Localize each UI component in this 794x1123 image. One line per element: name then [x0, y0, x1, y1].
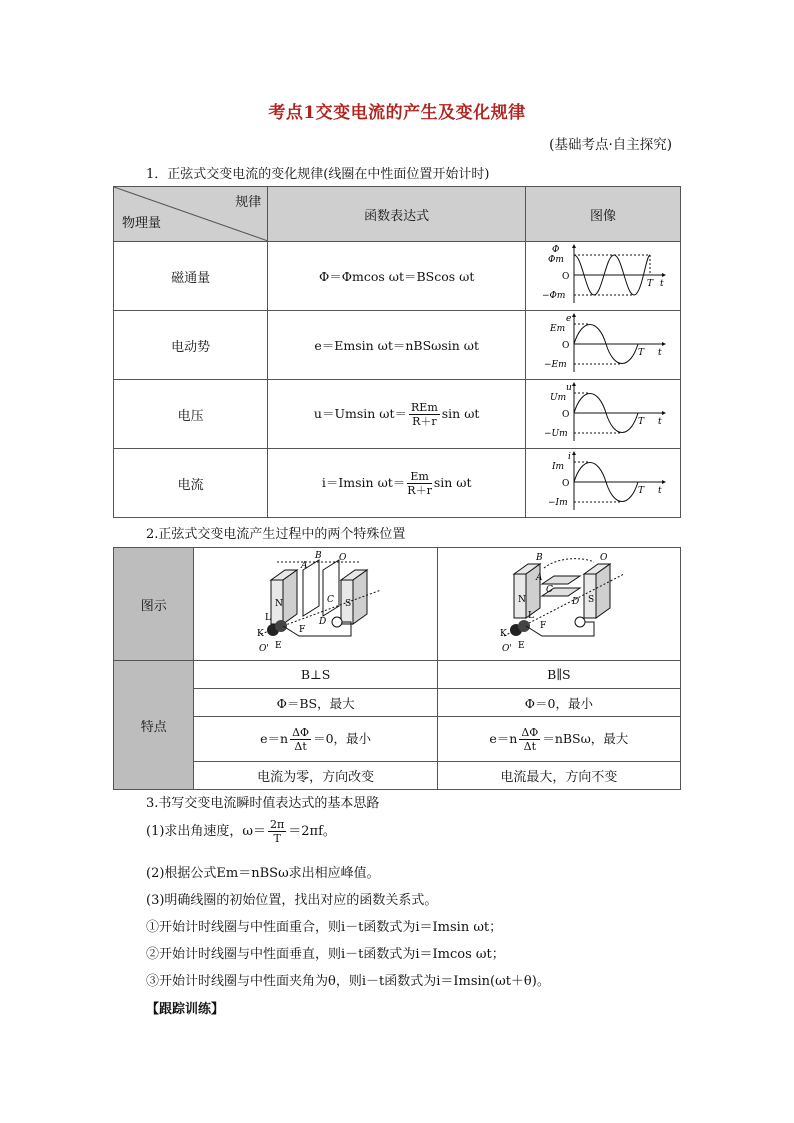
fraction-den: T [273, 832, 281, 845]
table-row [114, 311, 681, 380]
graph-ymin: −Um [544, 429, 568, 439]
formula-part: i＝Imsin ωt＝ [321, 474, 406, 490]
graph-ymin: −Φm [542, 291, 566, 301]
graph-t: t [660, 279, 664, 289]
graph-origin: O [562, 479, 570, 489]
label-A: A [300, 561, 308, 571]
right-current: 电流最大，方向不变 [437, 762, 680, 790]
label-S: S [344, 599, 351, 609]
row-name: 电压 [114, 380, 268, 449]
label-K: K [256, 629, 264, 639]
case-1: ①开始计时线圈与中性面重合，则i－t函数式为i＝Imsin ωt； [146, 920, 503, 935]
page-title: 考点1交变电流的产生及变化规律 [268, 103, 526, 123]
left-flux: Φ＝BS，最大 [194, 689, 437, 717]
fraction-num: ΔΦ [292, 725, 310, 739]
right-flux: Φ＝0，最小 [437, 689, 680, 717]
label-K: K [499, 629, 507, 639]
label-L: L [527, 611, 534, 621]
figure-cell-left [194, 548, 437, 661]
step-2: (2)根据公式Em＝nBSω求出相应峰值。 [146, 866, 380, 881]
row-formula [268, 380, 526, 449]
label-F: F [298, 625, 305, 635]
right-emf [437, 717, 680, 762]
special-position-table [113, 547, 681, 790]
graph-cell [526, 380, 681, 449]
step-1-tail: ＝2πf。 [288, 824, 336, 839]
formula-part: sin ωt [441, 405, 480, 421]
figure-cell-right [437, 548, 680, 661]
fraction-num: ΔΦ [521, 725, 539, 739]
graph-cell [526, 242, 681, 311]
generator-diagram-neutral [241, 550, 391, 654]
subtitle: (基础考点·自主探究) [549, 137, 672, 153]
graph-period: T [638, 417, 645, 427]
table-row [114, 380, 681, 449]
step-1 [146, 818, 336, 845]
generator-diagram-parallel [484, 550, 634, 654]
graph-y-label: Φ [552, 245, 560, 255]
label-O: O [599, 553, 608, 563]
right-relation: B∥S [437, 661, 680, 689]
formula-part: ＝0，最小 [313, 730, 372, 746]
section-1-heading: 1．正弦式交变电流的变化规律(线圈在中性面位置开始计时) [146, 167, 490, 182]
graph-ymin: −Em [544, 360, 567, 370]
fraction [268, 818, 286, 845]
label-O: O [338, 553, 346, 563]
row-name: 电流 [114, 449, 268, 518]
section-3-heading: 3.书写交变电流瞬时值表达式的基本思路 [146, 796, 380, 811]
fraction-den: R＋r [412, 414, 437, 428]
label-A: A [535, 573, 543, 583]
formula-part: e＝n [489, 730, 518, 746]
label-F: F [539, 621, 547, 631]
label-B: B [314, 551, 322, 561]
col-graph-header: 图像 [526, 187, 681, 242]
row-name: 电动势 [114, 311, 268, 380]
graph-t: t [658, 417, 662, 427]
label-L: L [264, 613, 271, 623]
label-B: B [535, 553, 543, 563]
col-formula-header: 函数表达式 [268, 187, 526, 242]
graph-period: T [638, 348, 645, 358]
step-1-text: (1)求出角速度，ω＝ [146, 824, 267, 839]
formula-part: sin ωt [433, 474, 472, 490]
corner-cell [114, 187, 268, 242]
row-name: 磁通量 [114, 242, 268, 311]
label-E: E [517, 641, 525, 651]
fraction [519, 726, 540, 753]
fraction-num: Em [407, 470, 432, 484]
formula-part: e＝n [260, 730, 289, 746]
graph-ymax: Um [550, 393, 567, 403]
step-3: (3)明确线圈的初始位置，找出对应的函数关系式。 [146, 893, 438, 908]
label-O-prime: O' [501, 644, 512, 654]
fraction-num: 2π [270, 818, 285, 831]
graph-y-label: i [568, 452, 571, 462]
current-sin-graph [538, 450, 668, 512]
voltage-sin-graph [538, 381, 668, 443]
label-D: D [571, 597, 580, 607]
label-E: E [274, 641, 282, 651]
graph-period: T [647, 279, 654, 289]
graph-ymax: Φm [548, 255, 564, 265]
graph-origin: O [562, 341, 570, 351]
label-C: C [545, 585, 553, 595]
case-3: ③开始计时线圈与中性面夹角为θ，则i－t函数式为i＝Imsin(ωt＋θ)。 [146, 974, 550, 989]
label-D: D [318, 617, 326, 627]
figure-label: 图示 [114, 548, 194, 661]
fraction-den: Δt [294, 739, 307, 753]
left-current: 电流为零，方向改变 [194, 762, 437, 790]
section-2-heading: 2.正弦式交变电流产生过程中的两个特殊位置 [146, 527, 406, 542]
label-N: N [274, 599, 283, 609]
graph-cell [526, 449, 681, 518]
fraction-den: R＋r [407, 483, 432, 497]
flux-cos-graph [538, 243, 668, 305]
graph-ymax: Im [552, 462, 565, 472]
row-formula: e＝Emsin ωt＝nBSωsin ωt [268, 311, 526, 380]
left-emf [194, 717, 437, 762]
emf-sin-graph [538, 312, 668, 374]
graph-t: t [658, 348, 662, 358]
fraction [409, 401, 440, 428]
graph-ymin: −Im [548, 498, 568, 508]
graph-t: t [658, 486, 662, 496]
label-S: S [587, 595, 595, 605]
tracking-training: 【跟踪训练】 [146, 1002, 225, 1017]
label-O-prime: O' [258, 644, 269, 654]
table-row [114, 449, 681, 518]
table-row [114, 242, 681, 311]
label-N: N [517, 595, 526, 605]
graph-origin: O [562, 272, 570, 282]
formula-part: ＝nBSω，最大 [542, 730, 629, 746]
fraction-den: Δt [523, 739, 537, 753]
left-relation: B⊥S [194, 661, 437, 689]
fraction [407, 470, 432, 497]
graph-ymax: Em [550, 324, 566, 334]
label-C: C [326, 595, 334, 605]
graph-y-label: e [566, 314, 572, 324]
fraction-num: REm [411, 400, 438, 414]
formula-part: u＝Umsin ωt＝ [313, 405, 408, 421]
graph-period: T [638, 486, 645, 496]
fraction [290, 726, 311, 753]
corner-top-label: 规律 [235, 195, 262, 210]
corner-bottom-label: 物理量 [122, 216, 162, 231]
graph-origin: O [562, 410, 570, 420]
row-formula [268, 449, 526, 518]
graph-y-label: u [566, 383, 572, 393]
feature-label: 特点 [114, 661, 194, 790]
graph-cell [526, 311, 681, 380]
case-2: ②开始计时线圈与中性面垂直，则i－t函数式为i＝Imcos ωt； [146, 947, 505, 962]
row-formula: Φ＝Φmcos ωt＝BScos ωt [268, 242, 526, 311]
law-table [113, 186, 681, 518]
